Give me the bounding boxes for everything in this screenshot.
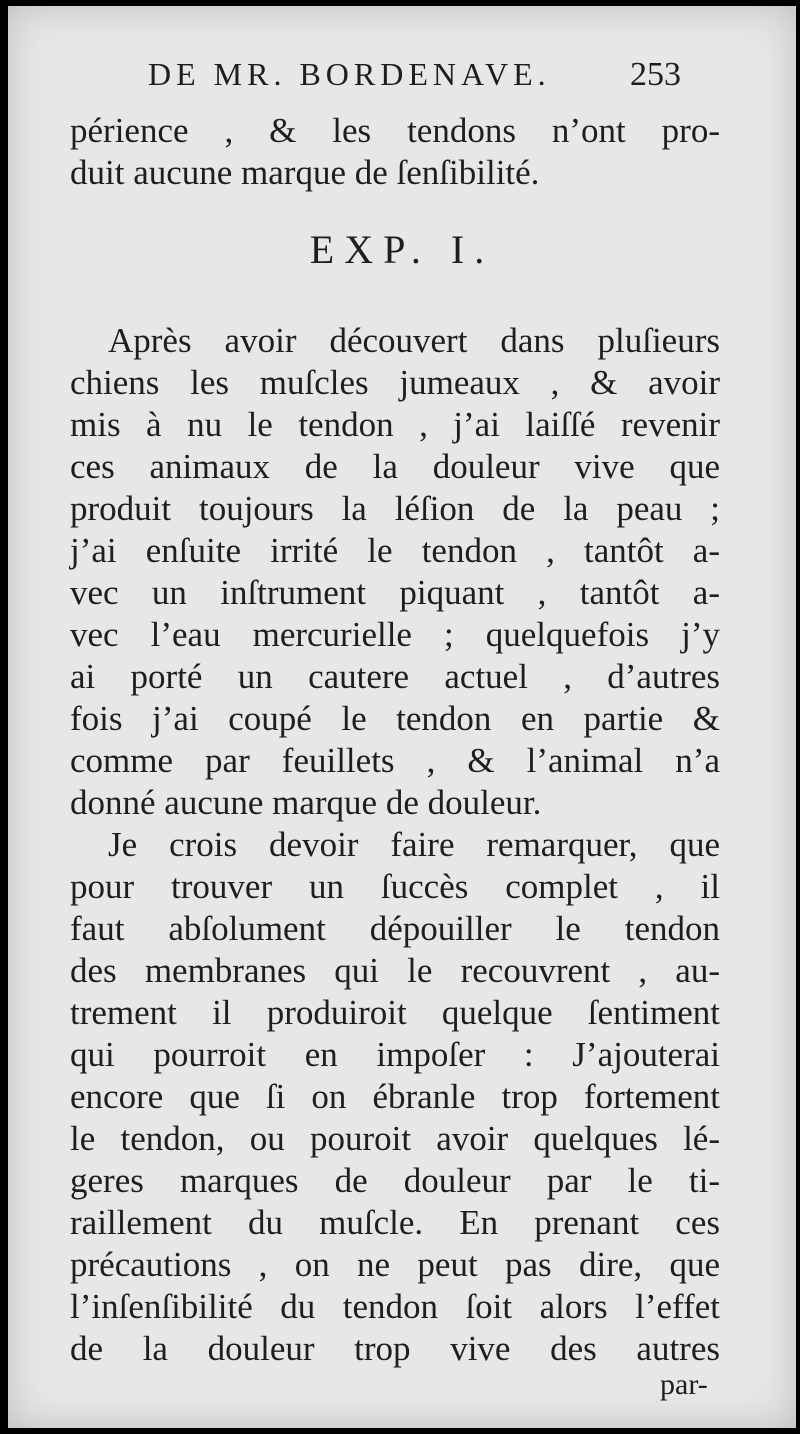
text-line: mis à nu le tendon , j’ai laiſſé revenir: [70, 405, 720, 444]
text-line: de la douleur trop vive des autres: [70, 1329, 720, 1368]
text-line: produit toujours la léſion de la peau ;: [70, 489, 720, 528]
text-line: fois j’ai coupé le tendon en partie &: [70, 699, 720, 738]
text-line: ces animaux de la douleur vive que: [70, 447, 720, 486]
page-number: 253: [630, 56, 681, 93]
text-line: raillement du muſcle. En prenant ces: [70, 1203, 720, 1242]
running-head: [8, 56, 796, 106]
text-line: Je crois devoir faire remarquer, que: [108, 825, 720, 864]
text-line: des membranes qui le recouvrent , au-: [70, 951, 720, 990]
text-line: duit aucune marque de ſenſibilité.: [70, 153, 540, 192]
text-line: Après avoir découvert dans pluſieurs: [108, 321, 720, 360]
text-line: périence , & les tendons n’ont pro-: [70, 111, 720, 150]
text-line: vec un inſtrument piquant , tantôt a-: [70, 573, 720, 612]
text-line: j’ai enſuite irrité le tendon , tantôt a-: [70, 531, 720, 570]
text-line: comme par feuillets , & l’animal n’a: [70, 741, 720, 780]
book-page: [8, 6, 796, 1428]
text-line: pour trouver un ſuccès complet , il: [70, 867, 720, 906]
text-line: l’inſenſibilité du tendon ſoit alors l’effet: [70, 1287, 720, 1326]
text-line: précautions , on ne peut pas dire, que: [70, 1245, 720, 1284]
text-line: faut abſolument dépouiller le tendon: [70, 909, 720, 948]
running-head-title: DE MR. BORDENAVE.: [148, 56, 551, 92]
text-line: ai porté un cautere actuel , d’autres: [70, 657, 720, 696]
section-heading: EXP. I.: [309, 227, 495, 272]
text-line: encore que ſi on ébranle trop fortement: [70, 1077, 720, 1116]
text-line: geres marques de douleur par le ti-: [70, 1161, 720, 1200]
text-line: donné aucune marque de douleur.: [70, 783, 542, 822]
text-line: vec l’eau mercurielle ; quelquefois j’y: [70, 615, 720, 654]
catchword: par-: [660, 1368, 708, 1401]
text-line: qui pourroit en impoſer : J’ajouterai: [70, 1035, 720, 1074]
text-line: trement il produiroit quelque ſentiment: [70, 993, 720, 1032]
text-line: le tendon, ou pouroit avoir quelques lé-: [70, 1119, 720, 1158]
text-line: chiens les muſcles jumeaux , & avoir: [70, 363, 720, 402]
